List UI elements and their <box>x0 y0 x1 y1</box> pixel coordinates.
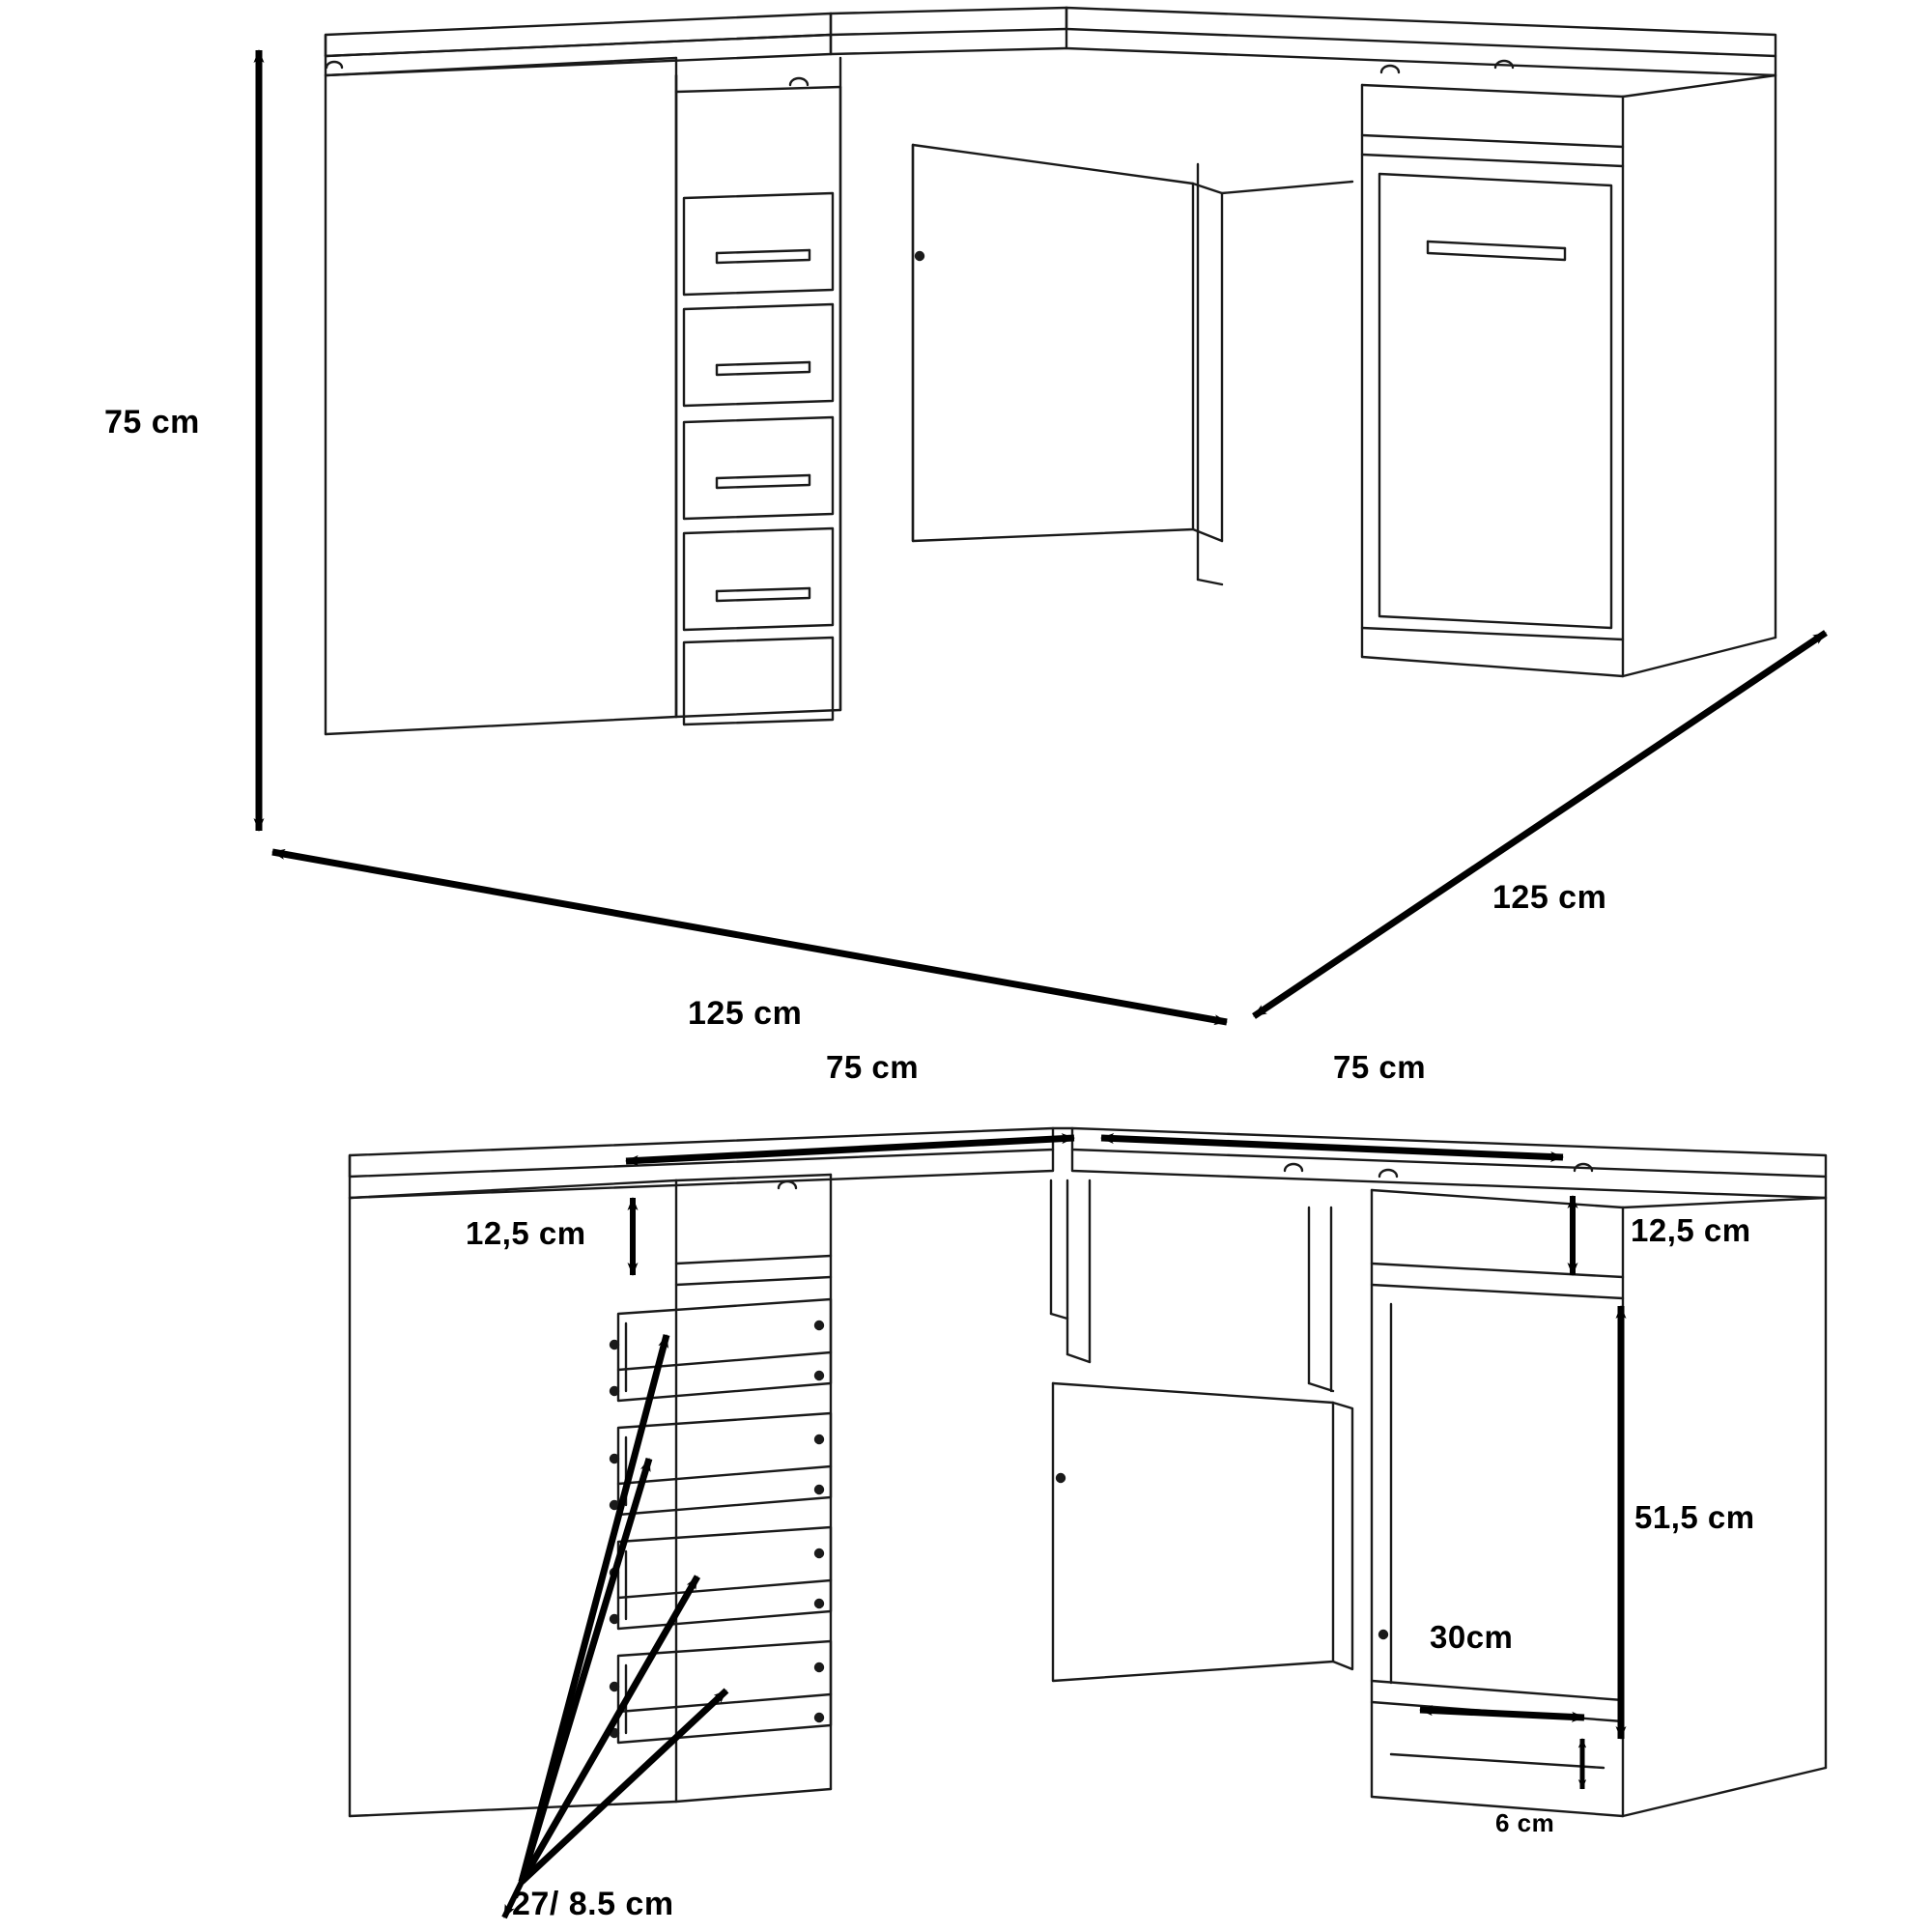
label-height: 75 cm <box>104 404 200 440</box>
width-125-right-arrow <box>1254 633 1826 1016</box>
label-width-right: 125 cm <box>1492 879 1607 916</box>
label-span-left: 75 cm <box>826 1049 920 1085</box>
label-gap-right: 12,5 cm <box>1631 1212 1751 1248</box>
label-plinth-height: 6 cm <box>1495 1808 1555 1837</box>
label-gap-left: 12,5 cm <box>466 1215 586 1251</box>
label-cabinet-depth: 30cm <box>1430 1619 1514 1655</box>
cabinet-depth-30-arrow <box>1420 1710 1584 1718</box>
span-75-right-arrow <box>1101 1138 1563 1157</box>
label-drawer-size: 27/ 8.5 cm <box>512 1886 674 1922</box>
desk-top-view-geometry <box>326 8 1776 734</box>
label-span-right: 75 cm <box>1333 1049 1427 1085</box>
dimension-arrows-bottom <box>504 1138 1621 1918</box>
drawer-callout-3 <box>522 1577 697 1882</box>
label-cabinet-height: 51,5 cm <box>1634 1499 1755 1535</box>
label-width-left: 125 cm <box>688 995 803 1032</box>
